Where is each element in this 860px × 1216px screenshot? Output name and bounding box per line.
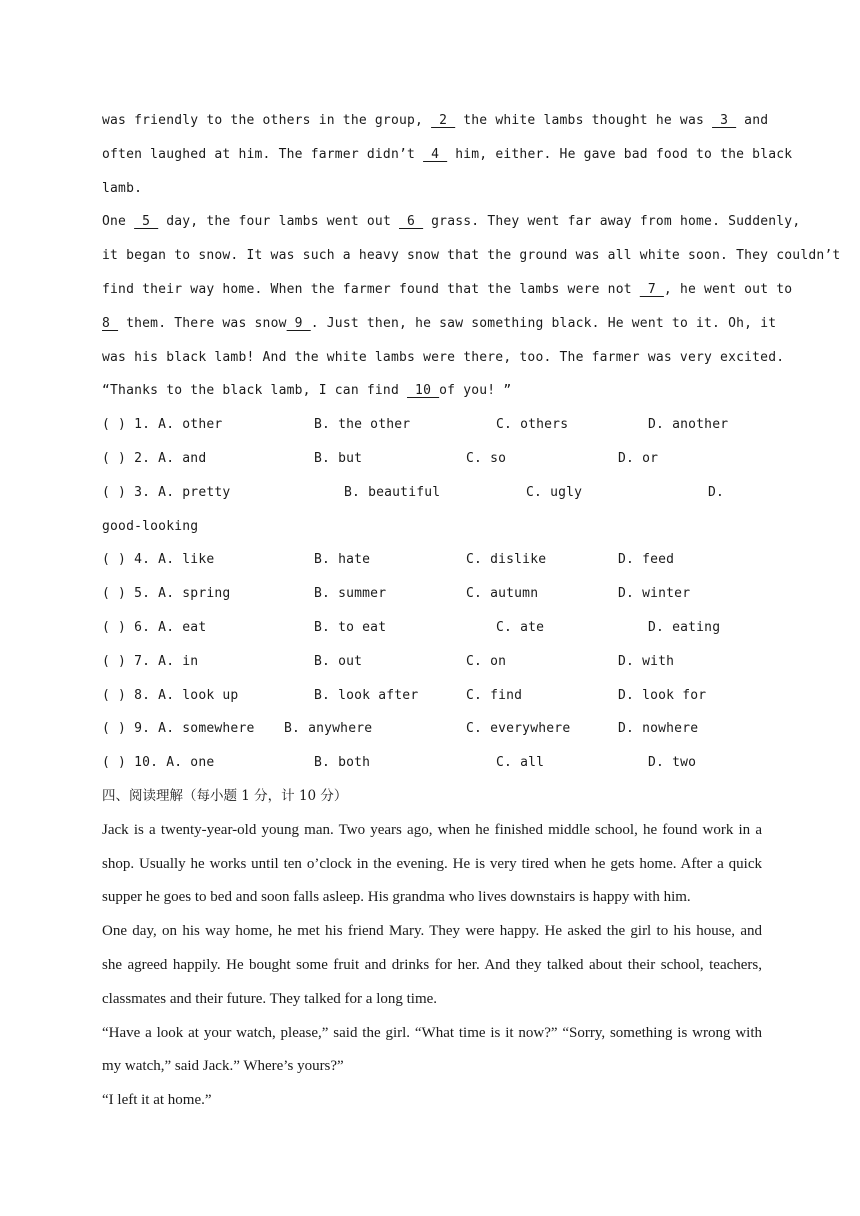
question-list xyxy=(102,408,762,780)
question-row xyxy=(102,746,762,780)
reading-line: Jack is a twenty-year-old young man. Two years ago, when he finished middle school, he found work in a xyxy=(102,821,762,838)
option-b: B. summer xyxy=(314,586,387,602)
question-row-continued xyxy=(102,510,762,544)
option-b: B. to eat xyxy=(314,619,387,635)
blank-9: 9 xyxy=(286,315,311,331)
blank-3: 3 xyxy=(712,113,737,128)
option-b: B. the other xyxy=(314,417,411,433)
reading-line: she agreed happily. He bought some fruit and drinks for her. And they talked about their school, teachers, xyxy=(102,956,762,973)
option-c: C. on xyxy=(466,653,507,669)
question-stem: ( ) 10. A. one xyxy=(102,755,215,771)
option-d: D. or xyxy=(618,450,659,466)
question-row xyxy=(102,712,762,746)
reading-line: classmates and their future. They talked for a long time. xyxy=(102,990,438,1007)
passage-line: was friendly to the others in the group, 2 the white lambs thought he was 3 and xyxy=(102,113,769,128)
option-b: B. anywhere xyxy=(284,721,373,737)
question-row xyxy=(102,611,762,645)
blank-10: 10 xyxy=(407,383,440,399)
question-stem: ( ) 6. A. eat xyxy=(102,619,207,635)
option-d: D. nowhere xyxy=(618,721,699,737)
option-d: D. look for xyxy=(618,687,707,703)
option-c: C. all xyxy=(496,755,545,771)
option-c: C. so xyxy=(466,450,507,466)
reading-passage xyxy=(102,814,762,1118)
question-row xyxy=(102,476,762,510)
question-stem: ( ) 8. A. look up xyxy=(102,687,239,703)
option-d-continued: good-looking xyxy=(102,518,199,534)
option-d: D. winter xyxy=(618,586,691,602)
question-stem: ( ) 3. A. pretty xyxy=(102,484,231,500)
option-d: D. two xyxy=(648,755,697,771)
blank-6: 6 xyxy=(399,214,424,230)
question-stem: ( ) 2. A. and xyxy=(102,450,207,466)
blank-4: 4 xyxy=(423,146,448,162)
passage-line: 8 them. There was snow 9 . Just then, he saw something black. He went to it. Oh, it xyxy=(102,315,777,331)
section-heading: 四、阅读理解（每小题 1 分，计 10 分） xyxy=(102,787,348,804)
option-c: C. ugly xyxy=(526,484,583,500)
blank-5: 5 xyxy=(134,214,159,230)
question-stem: ( ) 5. A. spring xyxy=(102,586,231,602)
blank-2: 2 xyxy=(431,113,456,128)
option-b: B. beautiful xyxy=(344,484,441,500)
option-b: B. both xyxy=(314,755,371,771)
passage-line: One 5 day, the four lambs went out 6 grass. They went far away from home. Suddenly, xyxy=(102,214,801,230)
reading-line: my watch,” said Jack.” Where’s yours?” xyxy=(102,1058,344,1075)
question-row xyxy=(102,408,762,442)
option-b: B. out xyxy=(314,653,363,669)
reading-line: “I left it at home.” xyxy=(102,1092,212,1109)
passage-line: it began to snow. It was such a heavy snow that the ground was all white soon. They couldn’t xyxy=(102,248,841,264)
option-d: D. feed xyxy=(618,552,675,568)
question-row xyxy=(102,442,762,476)
option-b: B. look after xyxy=(314,687,419,703)
reading-line: One day, on his way home, he met his friend Mary. They were happy. He asked the girl to his house, and xyxy=(102,923,762,940)
option-c: C. dislike xyxy=(466,552,547,568)
option-c: C. others xyxy=(496,417,569,433)
option-d: D. xyxy=(708,484,725,500)
passage-line: find their way home. When the farmer found that the lambs were not 7 , he went out to xyxy=(102,281,793,297)
passage-line: “Thanks to the black lamb, I can find 10 of you! ” xyxy=(102,383,512,399)
passage-line: was his black lamb! And the white lambs were there, too. The farmer was very excited. xyxy=(102,349,785,365)
reading-line: supper he goes to bed and soon falls asleep. His grandma who lives downstairs is happy with him. xyxy=(102,889,691,906)
option-b: B. but xyxy=(314,450,363,466)
passage-line: lamb. xyxy=(102,180,143,196)
option-d: D. another xyxy=(648,417,729,433)
option-c: C. autumn xyxy=(466,586,539,602)
document-page xyxy=(102,104,841,1118)
reading-line: “Have a look at your watch, please,” said the girl. “What time is it now?” “Sorry, something is wrong with xyxy=(102,1024,762,1041)
question-row xyxy=(102,679,762,713)
option-d: D. eating xyxy=(648,619,721,635)
reading-line: shop. Usually he works until ten o’clock in the evening. He is very tired when he gets home. After a quick xyxy=(102,855,762,872)
question-row xyxy=(102,577,762,611)
question-stem: ( ) 4. A. like xyxy=(102,552,215,568)
blank-8: 8 xyxy=(102,315,119,331)
option-d: D. with xyxy=(618,653,675,669)
question-row xyxy=(102,645,762,679)
passage-line: often laughed at him. The farmer didn’t 4 him, either. He gave bad food to the black xyxy=(102,146,793,162)
question-row xyxy=(102,543,762,577)
option-c: C. ate xyxy=(496,619,545,635)
question-stem: ( ) 7. A. in xyxy=(102,653,199,669)
question-stem: ( ) 1. A. other xyxy=(102,417,223,433)
question-stem: ( ) 9. A. somewhere xyxy=(102,721,255,737)
option-b: B. hate xyxy=(314,552,371,568)
option-c: C. everywhere xyxy=(466,721,571,737)
option-c: C. find xyxy=(466,687,523,703)
blank-7: 7 xyxy=(639,281,664,297)
cloze-passage xyxy=(102,104,841,408)
